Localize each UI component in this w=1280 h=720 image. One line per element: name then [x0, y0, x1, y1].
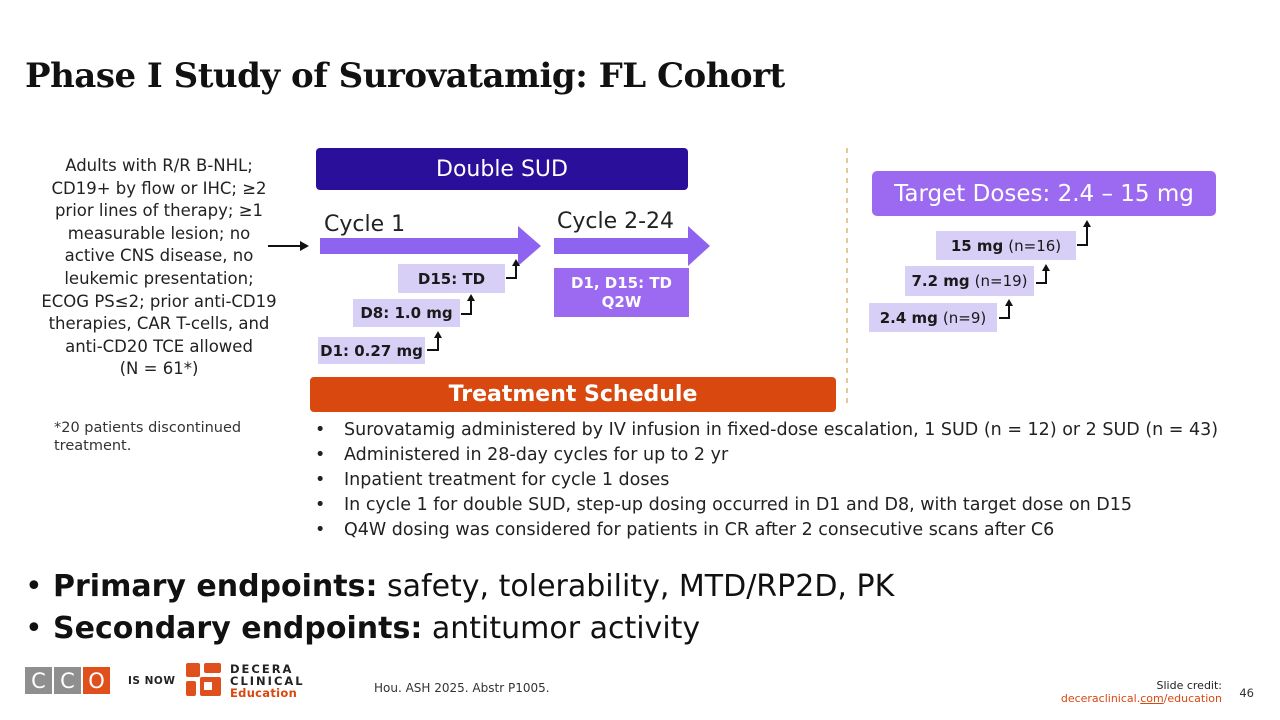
decera-logo-text	[230, 663, 305, 699]
credit-url-part: com	[1140, 692, 1164, 705]
step-up-arrow-d15	[506, 265, 516, 278]
cycle2-box-line2: Q2W	[601, 292, 642, 311]
page-number: 46	[1239, 686, 1254, 700]
cycle2-label: Cycle 2-24	[557, 209, 675, 234]
criteria-line: CD19+ by flow or IHC; ≥2	[51, 178, 267, 198]
dose-pill-7-2	[905, 266, 1034, 296]
endpoints-list	[25, 566, 894, 650]
endpoint-label: Primary endpoints:	[53, 569, 378, 604]
step-d1: D1: 0.27 mg	[318, 337, 425, 364]
dose-n: (n=16)	[1008, 236, 1062, 255]
decera-logo-icon	[186, 663, 222, 697]
logo-letter: C	[25, 667, 52, 694]
step-up-arrow-dose1	[999, 305, 1009, 318]
endpoint-text: safety, tolerability, MTD/RP2D, PK	[377, 569, 895, 604]
criteria-line: leukemic presentation;	[64, 268, 254, 288]
decera-line: CLINICAL	[230, 674, 305, 688]
decera-line: DECERA	[230, 662, 294, 676]
criteria-line: active CNS disease, no	[64, 246, 254, 266]
criteria-line: prior lines of therapy; ≥1	[54, 201, 264, 221]
credit-label: Slide credit:	[1156, 679, 1222, 692]
dose-pill-2-4	[869, 303, 997, 332]
cco-logo	[25, 667, 110, 694]
dose-value: 7.2 mg	[911, 272, 970, 290]
target-doses-header: Target Doses: 2.4 – 15 mg	[872, 171, 1216, 216]
list-item: • Surovatamig administered by IV infusion in fixed-dose escalation, 1 SUD (n = 12) or 2 SUD (n = 43)	[315, 418, 1265, 443]
decera-line: Education	[230, 686, 298, 700]
slide-credit	[1061, 679, 1222, 705]
criteria-line: measurable lesion; no	[67, 223, 251, 243]
credit-link[interactable]	[1061, 692, 1222, 705]
cycle2-dosing-box	[554, 268, 689, 317]
primary-endpoints	[25, 566, 894, 608]
step-up-arrow-dose3	[1077, 226, 1087, 245]
criteria-line: ECOG PS≤2; prior anti-CD19	[41, 291, 277, 311]
list-item: • Inpatient treatment for cycle 1 doses	[315, 468, 1265, 493]
cycle2-box-line1: D1, D15: TD	[570, 273, 673, 292]
criteria-line: (N = 61*)	[119, 359, 199, 379]
credit-url-part: /education	[1163, 692, 1222, 705]
is-now-label: IS NOW	[128, 675, 176, 687]
cycle1-label: Cycle 1	[324, 212, 406, 237]
footnote: *20 patients discontinued treatment.	[54, 420, 242, 454]
step-d8: D8: 1.0 mg	[353, 299, 460, 327]
treatment-schedule-header: Treatment Schedule	[310, 377, 836, 412]
enrollment-arrow	[268, 241, 309, 251]
secondary-endpoints	[25, 608, 894, 650]
step-up-arrow-d8	[461, 300, 471, 314]
logo-letter: O	[83, 667, 110, 694]
step-d15: D15: TD	[398, 264, 505, 293]
page-title: Phase I Study of Surovatamig: FL Cohort	[25, 56, 785, 96]
credit-url-part: deceraclinical.	[1060, 692, 1141, 705]
list-item: • Q4W dosing was considered for patients in CR after 2 consecutive scans after C6	[315, 518, 1265, 543]
logo-letter: C	[54, 667, 81, 694]
dose-n: (n=19)	[974, 272, 1028, 290]
criteria-line: therapies, CAR T-cells, and	[48, 314, 270, 334]
citation: Hou. ASH 2025. Abstr P1005.	[374, 681, 550, 695]
step-up-arrow-dose2	[1036, 270, 1046, 283]
criteria-line: Adults with R/R B-NHL;	[65, 156, 253, 175]
schedule-details-list	[315, 418, 1265, 543]
list-item: • In cycle 1 for double SUD, step-up dosing occurred in D1 and D8, with target dose on D15	[315, 493, 1265, 518]
endpoint-text: antitumor activity	[422, 611, 701, 646]
dose-value: 15 mg	[950, 236, 1004, 255]
dose-n: (n=9)	[942, 308, 987, 327]
double-sud-header: Double SUD	[316, 148, 688, 190]
list-item: • Administered in 28-day cycles for up to 2 yr	[315, 443, 1265, 468]
step-up-arrow-d1	[427, 337, 438, 350]
dose-pill-15	[936, 231, 1076, 260]
endpoint-label: Secondary endpoints:	[53, 611, 423, 646]
criteria-line: anti-CD20 TCE allowed	[65, 336, 253, 356]
dose-value: 2.4 mg	[879, 308, 938, 327]
